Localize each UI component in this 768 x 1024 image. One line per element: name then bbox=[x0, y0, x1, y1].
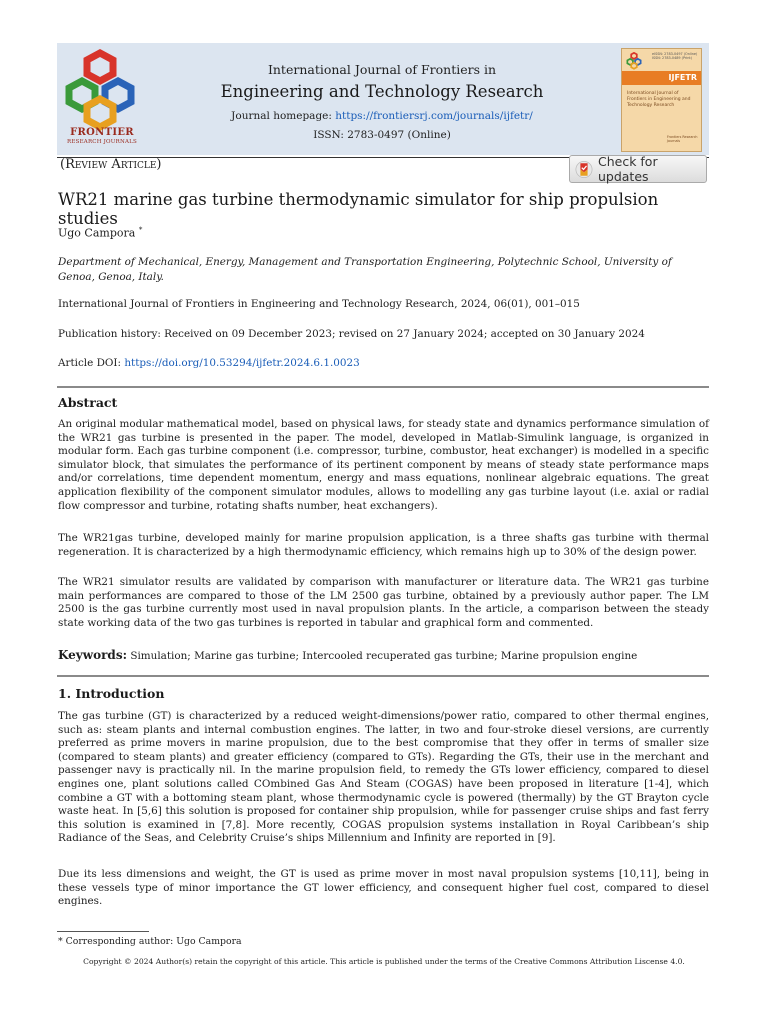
cover-logo-icon bbox=[625, 52, 643, 70]
introduction-paragraph-1: The gas turbine (GT) is characterized by a reduced weight-dimensions/power ratio, compared to other thermal engines, such as: steam plants and internal combustion engines. The latter, in two and four-stroke diesel versions, are currently preferred as prime movers in marine propulsion, due to the best compromise that they offer in terms of smaller size (compared to steam plants) and greater efficiency (compared to GTs). Regarding the GTs, their use in the merchant and passenger navy is practically nil. In the marine propulsion field, to remedy the GTs lower efficiency, compared to diesel engines one, plant solutions called COmbined Gas And Steam (COGAS) have been proposed in literature [1-4], which combine a GT with a bottoming steam plant, whose thermodynamic cycle is powered (thermally) by the GT Brayton cycle waste heat. In [5,6] this solution is proposed for container ship propulsion, while for passenger cruise ships and fast ferry this solution is examined in [7,8]. More recently, COGAS propulsion systems installation in Royal Caribbean’s ship Radiance of the Seas, and Celebrity Cruise’s ships Millennium and Infinity are reported in [9]. bbox=[58, 710, 709, 845]
keywords-list: Simulation; Marine gas turbine; Intercooled recuperated gas turbine; Marine propulsion engine bbox=[130, 650, 638, 662]
cover-publisher: Frontiers Research Journals bbox=[667, 135, 698, 144]
author-line bbox=[58, 226, 142, 240]
journal-header bbox=[57, 43, 709, 155]
corresponding-author-footnote: * Corresponding author: Ugo Campora bbox=[58, 936, 242, 947]
author-name[interactable]: Ugo Campora bbox=[58, 226, 136, 240]
abstract-paragraph-1: An original modular mathematical model, based on physical laws, for steady state and dynamics performance simulation of the WR21 gas turbine is presented in the paper. The model, developed in Matlab-Simulink language, is organized in modular form. Each gas turbine component (i.e. compressor, turbine, combustor, heat exchanger) is modelled in a specific simulator block, that simulates the performance of its pertinent component by means of steady state performance maps and/or correlations, time dependent momentum, energy and mass equations, nonlinear algebraic equations. The great application flexibility of the component simulator modules, allows to modelling any gas turbine layout (i.e. axial or radial flow compressor and turbine, rotating shafts number, heat exchangers). bbox=[58, 418, 709, 512]
cover-issn-text: eISSN: 2783-0497 (Online) ISSN: 2783-0489 (Print) bbox=[652, 52, 698, 61]
journal-issn: ISSN: 2783-0497 (Online) bbox=[313, 129, 451, 141]
homepage-link[interactable]: https://frontiersrj.com/journals/ijfetr/ bbox=[335, 110, 533, 122]
keywords bbox=[58, 648, 709, 662]
copyright-notice: Copyright © 2024 Author(s) retain the copyright of this article. This article is published under the terms of the Creative Commons Attribution Liscense 4.0. bbox=[83, 957, 685, 966]
abstract-paragraph-3: The WR21 simulator results are validated by comparison with manufacturer or literature data. The WR21 gas turbine main performances are compared to those of the LM 2500 gas turbine, obtained by a previously author paper. The LM 2500 is the gas turbine currently most used in naval propulsion plants. In the article, a comparison between the steady state working data of the two gas turbines is reported in tabular and graphical form and commented. bbox=[58, 576, 709, 629]
article-title: WR21 marine gas turbine thermodynamic simulator for ship propulsion studies bbox=[58, 190, 659, 228]
logo-wordmark: FRONTIER bbox=[70, 127, 134, 138]
homepage-label: Journal homepage: bbox=[231, 110, 336, 122]
journal-homepage bbox=[197, 110, 567, 122]
check-for-updates-button[interactable] bbox=[569, 155, 707, 183]
article-doi bbox=[58, 357, 360, 369]
crossmark-icon bbox=[575, 160, 593, 179]
abstract-heading: Abstract bbox=[58, 395, 118, 410]
keywords-label: Keywords: bbox=[58, 648, 128, 662]
publication-history: Publication history: Received on 09 December 2023; revised on 27 January 2024; accepted on 30 January 2024 bbox=[58, 328, 645, 340]
journal-name-title: Engineering and Technology Research bbox=[220, 82, 544, 101]
check-for-updates-label: Check for updates bbox=[597, 154, 658, 184]
journal-name-line1: International Journal of Frontiers in bbox=[267, 62, 497, 77]
journal-cover-thumbnail[interactable] bbox=[621, 48, 702, 152]
doi-label: Article DOI: bbox=[58, 357, 125, 369]
introduction-heading: 1. Introduction bbox=[58, 686, 165, 701]
section-rule bbox=[57, 675, 709, 677]
abstract-paragraph-2: The WR21gas turbine, developed mainly for marine propulsion application, is a three shafts gas turbine with thermal regeneration. It is characterized by a high thermodynamic efficiency, which remains high up to 30% of the design power. bbox=[58, 532, 709, 558]
article-type: (Review Article) bbox=[60, 157, 162, 172]
section-rule bbox=[57, 386, 709, 388]
cover-band: IJFETR bbox=[622, 71, 701, 85]
introduction-paragraph-2: Due its less dimensions and weight, the GT is used as prime mover in most naval propulsion systems [10,11], being in these vessels type of minor importance the GT lower efficiency, and consequent higher fuel cost, compared to diesel engines. bbox=[58, 868, 709, 908]
citation: International Journal of Frontiers in Engineering and Technology Research, 2024, 06(01), 001–015 bbox=[58, 298, 580, 310]
affiliation: Department of Mechanical, Energy, Management and Transportation Engineering, Polytechnic School, University of Genoa, Genoa, Italy. bbox=[58, 256, 672, 283]
doi-link[interactable]: https://doi.org/10.53294/ijfetr.2024.6.1.0023 bbox=[124, 357, 360, 369]
logo-subtitle: RESEARCH JOURNALS bbox=[67, 139, 137, 145]
cover-journal-name: International Journal of Frontiers in Engineering and Technology Research bbox=[627, 91, 691, 108]
footnote-rule bbox=[57, 931, 149, 932]
author-mark: * bbox=[138, 226, 143, 234]
